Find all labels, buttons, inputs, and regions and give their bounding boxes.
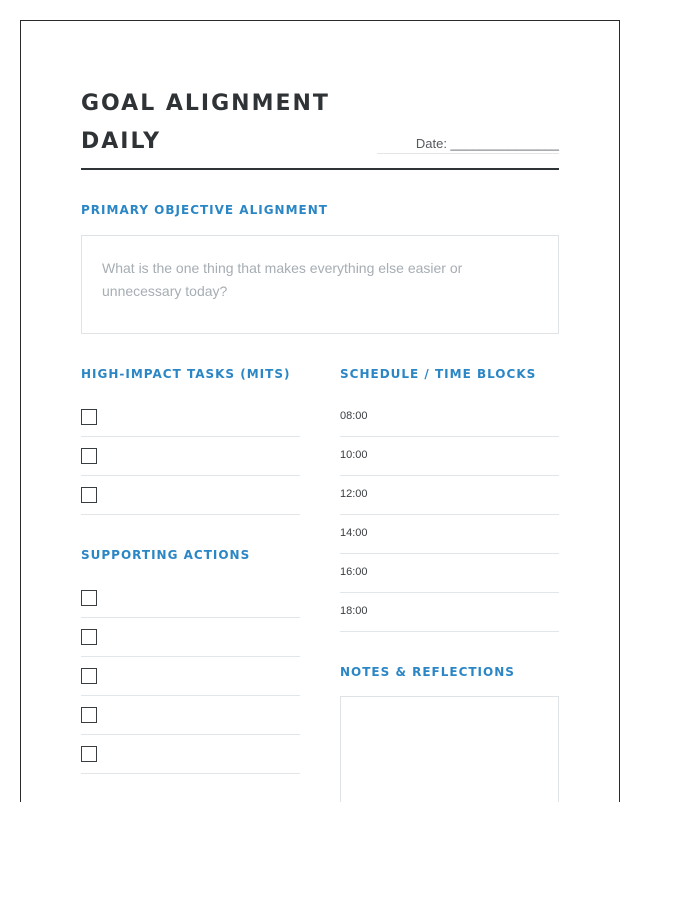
mits-list <box>81 398 300 515</box>
primary-objective-box[interactable] <box>81 235 559 334</box>
date-field[interactable] <box>377 136 559 154</box>
task-row[interactable] <box>81 476 300 515</box>
page-title <box>81 85 381 161</box>
task-row[interactable] <box>81 437 300 476</box>
time-label: 16:00 <box>340 566 368 578</box>
supporting-actions-list <box>81 579 300 774</box>
schedule-list <box>340 398 559 632</box>
time-block-row[interactable] <box>340 476 559 515</box>
schedule-heading: SCHEDULE / TIME BLOCKS <box>340 367 537 381</box>
task-checkbox[interactable] <box>81 707 97 723</box>
time-label: 12:00 <box>340 488 368 500</box>
primary-objective-placeholder: What is the one thing that makes everything else easier or unnecessary today? <box>102 260 463 299</box>
task-checkbox[interactable] <box>81 409 97 425</box>
task-checkbox[interactable] <box>81 448 97 464</box>
task-row[interactable] <box>81 657 300 696</box>
task-checkbox[interactable] <box>81 590 97 606</box>
notes-box[interactable] <box>340 696 559 802</box>
task-checkbox[interactable] <box>81 668 97 684</box>
task-row[interactable] <box>81 398 300 437</box>
time-block-row[interactable] <box>340 398 559 437</box>
time-block-row[interactable] <box>340 593 559 632</box>
time-label: 14:00 <box>340 527 368 539</box>
time-block-row[interactable] <box>340 437 559 476</box>
header-divider <box>81 168 559 170</box>
time-label: 18:00 <box>340 605 368 617</box>
primary-objective-heading: PRIMARY OBJECTIVE ALIGNMENT <box>81 203 328 217</box>
task-row[interactable] <box>81 696 300 735</box>
time-label: 08:00 <box>340 410 368 422</box>
task-row[interactable] <box>81 579 300 618</box>
time-block-row[interactable] <box>340 554 559 593</box>
task-checkbox[interactable] <box>81 629 97 645</box>
page-title-line-1: GOAL ALIGNMENT <box>81 91 330 116</box>
planner-page <box>20 20 620 802</box>
task-checkbox[interactable] <box>81 487 97 503</box>
mits-heading: HIGH-IMPACT TASKS (MITS) <box>81 367 291 381</box>
time-block-row[interactable] <box>340 515 559 554</box>
supporting-actions-heading: SUPPORTING ACTIONS <box>81 548 251 562</box>
task-checkbox[interactable] <box>81 746 97 762</box>
notes-heading: NOTES & REFLECTIONS <box>340 665 515 679</box>
page-title-line-2: DAILY <box>81 129 161 154</box>
date-label: Date: _______________ <box>415 136 559 151</box>
task-row[interactable] <box>81 618 300 657</box>
time-label: 10:00 <box>340 449 368 461</box>
task-row[interactable] <box>81 735 300 774</box>
